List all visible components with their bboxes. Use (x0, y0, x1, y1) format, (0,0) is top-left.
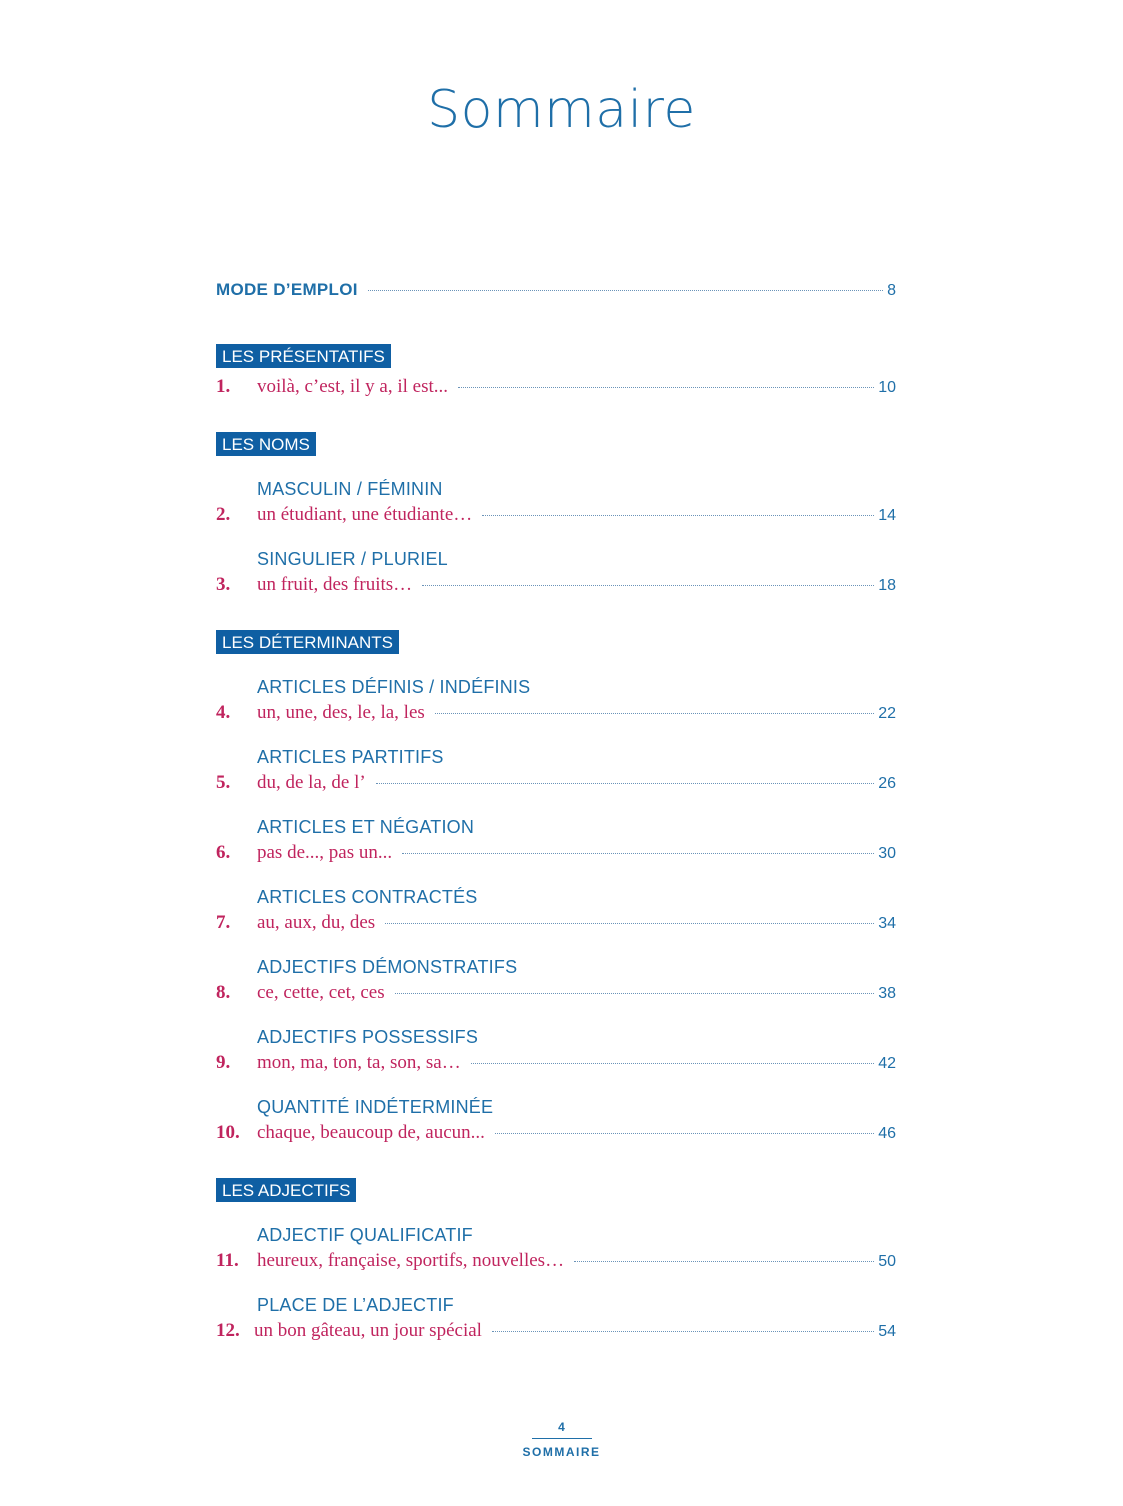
dot-leader (574, 1261, 874, 1262)
dot-leader (385, 923, 874, 924)
entry-title: un, une, des, le, la, les (257, 702, 425, 723)
toc-entry[interactable] (216, 376, 896, 416)
page-number: 26 (878, 775, 896, 792)
entry-number: 7. (216, 912, 231, 933)
entry-title: chaque, beaucoup de, aucun... (257, 1122, 485, 1143)
entry-subheading: ADJECTIF QUALIFICATIF (257, 1225, 473, 1245)
page-number: 18 (878, 577, 896, 594)
toc-entry[interactable] (216, 1052, 896, 1092)
entry-number: 3. (216, 574, 231, 595)
page-title: Sommaire (427, 80, 696, 140)
entry-number: 4. (216, 702, 231, 723)
dot-leader (368, 290, 883, 291)
entry-subheading: ADJECTIFS POSSESSIFS (257, 1027, 479, 1047)
section-noms (216, 432, 896, 614)
dot-leader (402, 853, 874, 854)
dot-leader (492, 1331, 874, 1332)
dot-leader (471, 1063, 875, 1064)
entry-title: pas de..., pas un... (257, 842, 393, 863)
footer-label: SOMMAIRE (522, 1445, 601, 1459)
page-number: 42 (878, 1055, 896, 1072)
toc-entry[interactable] (216, 1250, 896, 1290)
entry-subheading: ARTICLES PARTITIFS (257, 747, 444, 767)
dot-leader (495, 1133, 874, 1134)
toc-entry[interactable] (216, 574, 896, 614)
page-number: 54 (878, 1323, 896, 1340)
entry-subheading: ADJECTIFS DÉMONSTRATIFS (257, 957, 518, 977)
entry-title: un fruit, des fruits… (257, 574, 413, 595)
entry-subheading: QUANTITÉ INDÉTERMINÉE (257, 1097, 494, 1117)
section-adjectifs (216, 1178, 896, 1360)
entry-number: 11. (216, 1250, 239, 1271)
entry-number: 12. (216, 1320, 240, 1341)
page-number: 50 (878, 1253, 896, 1270)
entry-title: du, de la, de l’ (257, 772, 366, 793)
footer-page-number: 4 (558, 1420, 565, 1434)
table-of-contents (216, 280, 896, 1360)
section-heading: LES DÉTERMINANTS (216, 630, 399, 654)
footer-divider (532, 1438, 592, 1439)
entry-title: un étudiant, une étudiante… (257, 504, 473, 525)
page-number: 8 (887, 282, 896, 299)
entry-number: 2. (216, 504, 231, 525)
entry-subheading: PLACE DE L’ADJECTIF (257, 1295, 454, 1315)
entry-title: un bon gâteau, un jour spécial (254, 1320, 482, 1341)
page-number: 34 (878, 915, 896, 932)
entry-subheading: SINGULIER / PLURIEL (257, 549, 448, 569)
entry-number: 5. (216, 772, 231, 793)
entry-title: voilà, c’est, il y a, il est... (257, 376, 449, 397)
entry-number: 10. (216, 1122, 240, 1143)
dot-leader (458, 387, 874, 388)
entry-title: au, aux, du, des (257, 912, 376, 933)
entry-number: 8. (216, 982, 231, 1003)
section-presentatifs (216, 344, 896, 416)
page-number: 22 (878, 705, 896, 722)
entry-number: 1. (216, 376, 231, 397)
page-footer (0, 1420, 1123, 1459)
toc-entry[interactable] (216, 842, 896, 882)
toc-entry[interactable] (216, 772, 896, 812)
toc-entry[interactable] (216, 504, 896, 544)
toc-entry[interactable] (216, 1320, 896, 1360)
toc-entry[interactable] (216, 1122, 896, 1162)
entry-subheading: MASCULIN / FÉMININ (257, 479, 443, 499)
entry-title: heureux, française, sportifs, nouvelles… (257, 1250, 565, 1271)
entry-title: mon, ma, ton, ta, son, sa… (257, 1052, 461, 1073)
entry-number: 9. (216, 1052, 231, 1073)
dot-leader (422, 585, 874, 586)
page-number: 10 (878, 379, 896, 396)
section-heading: LES PRÉSENTATIFS (216, 344, 391, 368)
dot-leader (376, 783, 875, 784)
toc-entry[interactable] (216, 702, 896, 742)
dot-leader (435, 713, 874, 714)
entry-subheading: ARTICLES ET NÉGATION (257, 817, 475, 837)
mode-emploi-label: MODE D’EMPLOI (216, 280, 358, 299)
page-number: 30 (878, 845, 896, 862)
toc-entry-mode-emploi[interactable] (216, 280, 896, 314)
page-number: 14 (878, 507, 896, 524)
page-number: 38 (878, 985, 896, 1002)
dot-leader (395, 993, 875, 994)
section-heading: LES NOMS (216, 432, 316, 456)
toc-entry[interactable] (216, 982, 896, 1022)
toc-entry[interactable] (216, 912, 896, 952)
entry-subheading: ARTICLES CONTRACTÉS (257, 887, 478, 907)
dot-leader (482, 515, 874, 516)
section-determinants (216, 630, 896, 1162)
section-heading: LES ADJECTIFS (216, 1178, 356, 1202)
entry-title: ce, cette, cet, ces (257, 982, 385, 1003)
entry-subheading: ARTICLES DÉFINIS / INDÉFINIS (257, 677, 531, 697)
entry-number: 6. (216, 842, 231, 863)
page-number: 46 (878, 1125, 896, 1142)
